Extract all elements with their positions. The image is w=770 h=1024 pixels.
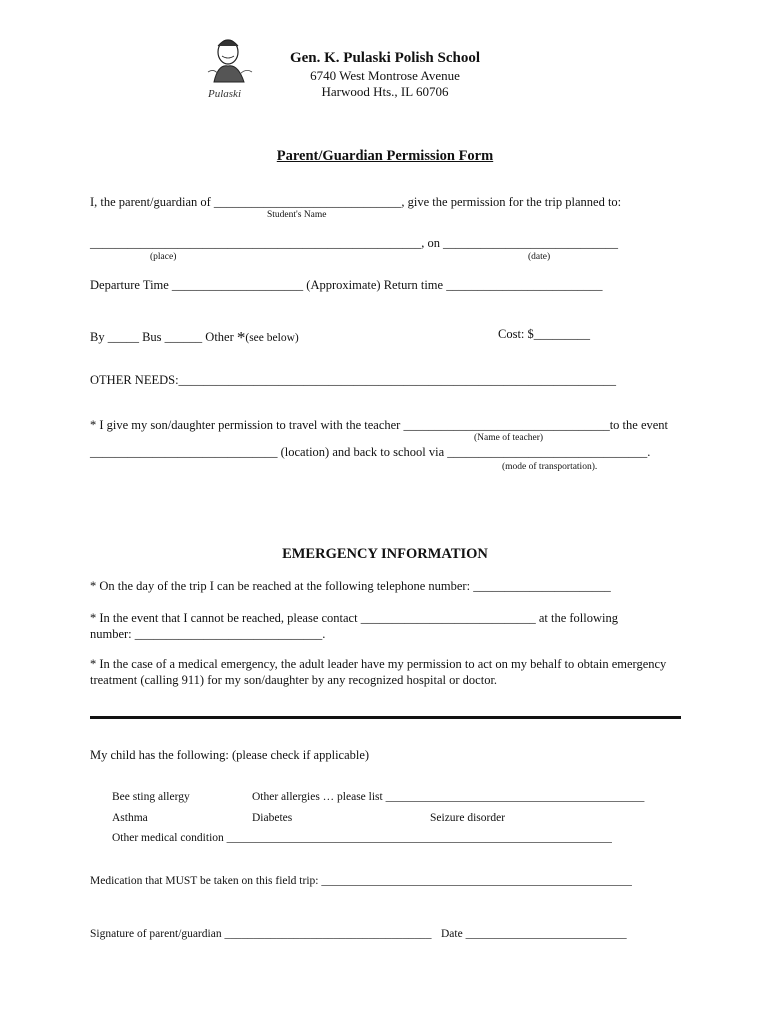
see-below-note: (see below) bbox=[245, 332, 299, 344]
date-caption: (date) bbox=[528, 252, 551, 262]
emergency-contact-line: * In the event that I cannot be reached, please contact ____________________________ at the following bbox=[90, 611, 618, 625]
student-name-caption: Student's Name bbox=[267, 210, 327, 220]
place-line: _____________________________________________________, on bbox=[90, 236, 440, 250]
school-name: Gen. K. Pulaski Polish School bbox=[289, 50, 481, 66]
address-line-1: 6740 West Montrose Avenue bbox=[310, 68, 460, 83]
emergency-phone-line: * On the day of the trip I can be reached at the following telephone number: ______________________ bbox=[90, 579, 611, 593]
asterisk-icon: * bbox=[236, 328, 246, 347]
seizure-disorder: Seizure disorder bbox=[430, 812, 506, 824]
signature-date-line: Date ____________________________ bbox=[441, 928, 627, 940]
emergency-title: EMERGENCY INFORMATION bbox=[282, 546, 488, 562]
medical-emergency-line-2: treatment (calling 911) for my son/daughter by any recognized hospital or doctor. bbox=[90, 673, 498, 687]
date-line: ____________________________ bbox=[443, 236, 618, 250]
cost-line: Cost: $_________ bbox=[498, 327, 591, 341]
place-caption: (place) bbox=[150, 252, 177, 262]
other-medical-condition-line: Other medical condition ___________________________________________________________________ bbox=[112, 832, 612, 844]
section-divider bbox=[90, 716, 681, 719]
departure-return-line: Departure Time _____________________ (Approximate) Return time _________________________ bbox=[90, 278, 603, 292]
signature-line: Signature of parent/guardian ____________________________________ bbox=[90, 928, 432, 940]
medical-emergency-line-1: * In the case of a medical emergency, the adult leader have my permission to act on my behalf to obtain emergency bbox=[90, 657, 667, 671]
student-line: I, the parent/guardian of ______________________________, give the permission for the trip planned to: bbox=[90, 195, 622, 209]
medication-line: Medication that MUST be taken on this field trip: ______________________________________________________ bbox=[90, 875, 632, 887]
transport-line bbox=[90, 326, 299, 346]
teacher-name-caption: (Name of teacher) bbox=[474, 433, 544, 443]
address-line-2: Harwood Hts., IL 60706 bbox=[321, 84, 449, 99]
emergency-contact-number: number: ______________________________. bbox=[90, 627, 326, 641]
logo-signature: Pulaski bbox=[208, 88, 241, 100]
diabetes: Diabetes bbox=[252, 812, 293, 824]
teacher-permission-line: * I give my son/daughter permission to travel with the teacher _________________________________to the event bbox=[90, 418, 669, 432]
location-transport-line: ______________________________ (location) and back to school via ________________________________. bbox=[90, 445, 651, 459]
transport-mode-caption: (mode of transportation). bbox=[502, 462, 598, 472]
asthma: Asthma bbox=[112, 812, 148, 824]
bee-sting-allergy: Bee sting allergy bbox=[112, 791, 190, 803]
other-needs-line: OTHER NEEDS:______________________________________________________________________ bbox=[90, 373, 617, 387]
form-title: Parent/Guardian Permission Form bbox=[276, 148, 494, 164]
transport-options: By _____ Bus ______ Other bbox=[90, 330, 237, 344]
medical-intro: My child has the following: (please check if applicable) bbox=[90, 748, 370, 762]
other-allergies-line: Other allergies … please list _____________________________________________ bbox=[252, 791, 645, 803]
